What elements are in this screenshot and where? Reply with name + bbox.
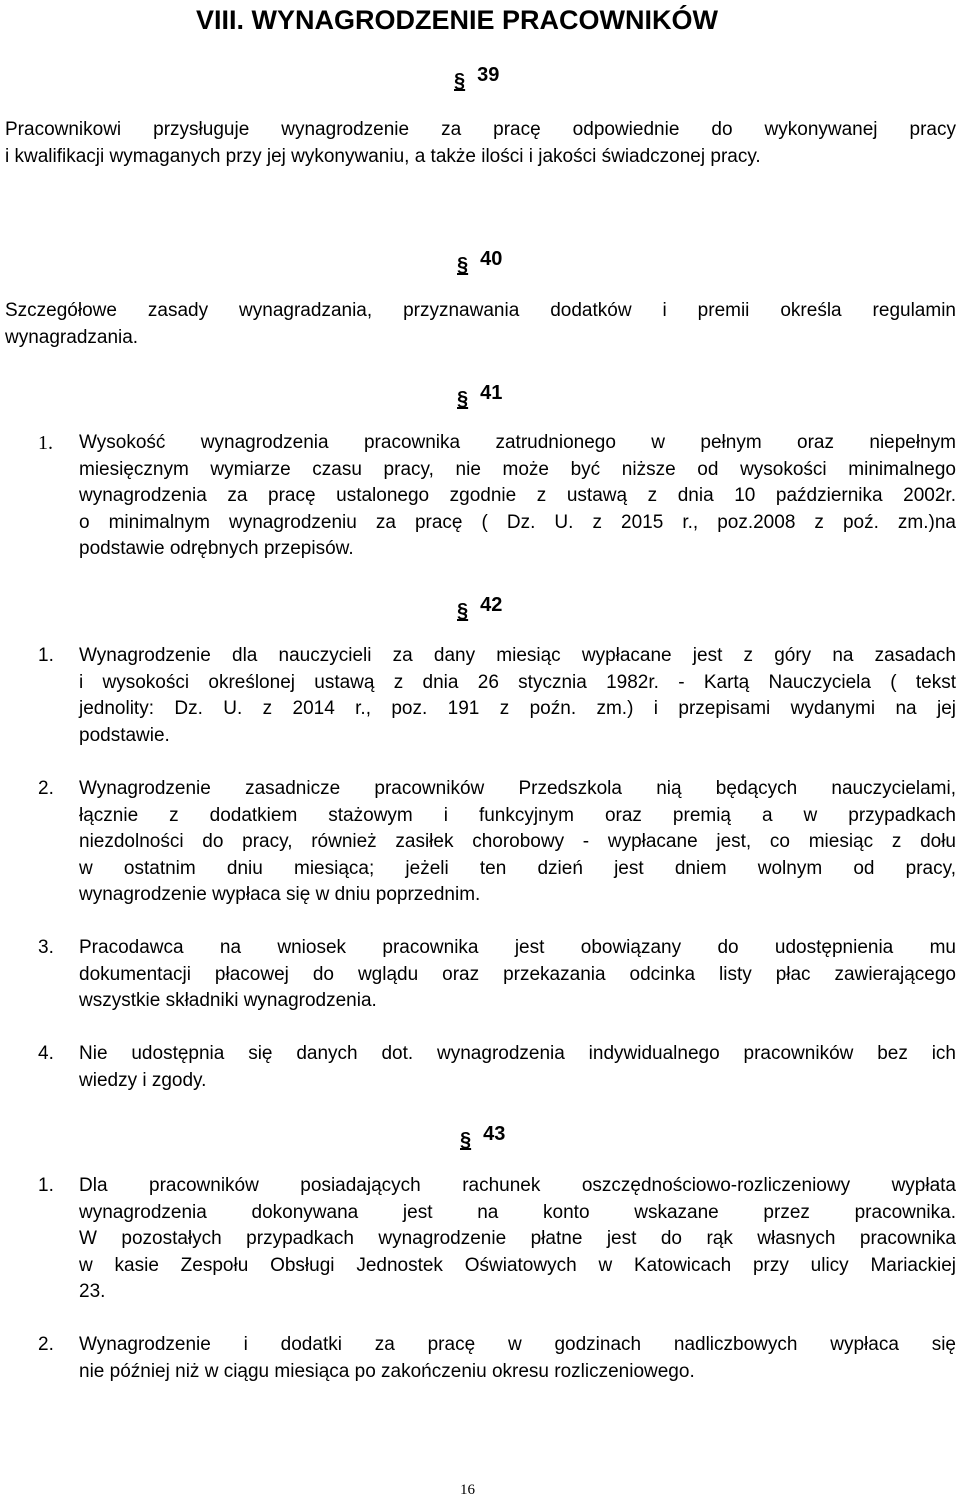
item-line: Pracodawca na wniosek pracownika jest obowiązany do udostępnienia mu: [79, 937, 956, 958]
item-line: o minimalnym wynagrodzeniu za pracę ( Dz. U. z 2015 r., poz.2008 z poź. zm.)na: [79, 511, 956, 533]
item-line: Wysokość wynagrodzenia pracownika zatrudnionego w pełnym oraz niepełnym: [79, 432, 956, 453]
item-number: 1.: [38, 1175, 54, 1196]
item-line: jednolity: Dz. U. z 2014 r., poz. 191 z poźn. zm.) i przepisami wydanymi na jej: [79, 698, 956, 719]
item-line: 23.: [79, 1281, 106, 1302]
item-line: Nie udostępnia się danych dot. wynagrodzenia indywidualnego pracowników bez ich: [79, 1043, 956, 1064]
item-line: niezdolności do pracy, również zasiłek chorobowy - wypłacane jest, co miesiąc z dołu: [79, 831, 956, 852]
section-symbol: §: [457, 388, 469, 410]
item-body: [79, 1041, 956, 1094]
item-line: Wynagrodzenie zasadnicze pracowników Przedszkola nią będących nauczycielami,: [79, 778, 956, 799]
item-line: wynagrodzenie wypłaca się w dniu poprzednim.: [79, 884, 481, 905]
item-line: nie później niż w ciągu miesiąca po zakończeniu okresu rozliczeniowego.: [79, 1360, 695, 1382]
section-heading-42: [457, 592, 503, 622]
section-symbol: §: [457, 254, 469, 276]
item-line: wynagrodzenia dokonywana jest na konto wskazane przez pracownika.: [79, 1201, 956, 1223]
item-line: wynagrodzenia za pracę ustalonego zgodnie z ustawą z dnia 10 października 2002r.: [79, 485, 956, 506]
section-40-paragraph: [5, 298, 956, 351]
paragraph-line: Szczegółowe zasady wynagradzania, przyznawania dodatków i premii określa regulamin: [5, 300, 956, 321]
section-symbol: §: [457, 600, 469, 622]
item-number: 4.: [38, 1043, 54, 1064]
paragraph-line: wynagradzania.: [5, 326, 139, 348]
page-number: 16: [460, 1482, 475, 1498]
item-body: [79, 1173, 956, 1306]
section-heading-43: [460, 1121, 506, 1151]
item-line: łącznie z dodatkiem stażowym i funkcyjnym oraz premią a w przypadkach: [79, 804, 956, 826]
item-line: podstawie.: [79, 724, 170, 746]
item-line: i wysokości określonej ustawą z dnia 26 stycznia 1982r. - Kartą Nauczyciela ( tekst: [79, 671, 956, 693]
section-heading-40: [457, 246, 503, 276]
section-39-paragraph: [5, 117, 956, 170]
item-number: 1.: [38, 432, 53, 454]
paragraph-line: i kwalifikacji wymaganych przy jej wykonywaniu, a także ilości i jakości świadczonej pracy.: [5, 145, 761, 167]
item-body: [79, 1332, 956, 1385]
item-line: Dla pracowników posiadających rachunek oszczędnościowo-rozliczeniowy wypłata: [79, 1175, 956, 1196]
item-line: dokumentacji płacowej do wglądu oraz przekazania odcinka listy płac zawierającego: [79, 963, 956, 985]
section-number: 41: [480, 382, 503, 404]
item-line: miesięcznym wymiarze czasu pracy, nie może być niższe od wysokości minimalnego: [79, 458, 956, 480]
section-heading-41: [457, 380, 503, 410]
item-line: Wynagrodzenie dla nauczycieli za dany miesiąc wypłacane jest z góry na zasadach: [79, 645, 956, 666]
section-number: 42: [480, 594, 503, 616]
item-number: 1.: [38, 645, 54, 666]
section-number: 39: [477, 64, 500, 86]
section-number: 43: [483, 1123, 506, 1145]
section-symbol: §: [454, 70, 466, 92]
item-body: [79, 643, 956, 749]
item-number: 3.: [38, 937, 54, 958]
item-line: W pozostałych przypadkach wynagrodzenie płatne jest do rąk własnych pracownika: [79, 1228, 956, 1249]
item-body: [79, 776, 956, 909]
section-symbol: §: [460, 1129, 472, 1151]
item-number: 2.: [38, 1334, 54, 1355]
item-body: [79, 935, 956, 1015]
item-body: [79, 430, 956, 563]
item-line: podstawie odrębnych przepisów.: [79, 538, 354, 559]
item-line: w ostatnim dniu miesiąca; jeżeli ten dzień jest dniem wolnym od pracy,: [79, 857, 956, 879]
item-line: wiedzy i zgody.: [79, 1069, 207, 1091]
item-number: 2.: [38, 778, 54, 799]
item-line: w kasie Zespołu Obsługi Jednostek Oświatowych w Katowicach przy ulicy Mariackiej: [79, 1254, 956, 1276]
paragraph-line: Pracownikowi przysługuje wynagrodzenie za pracę odpowiednie do wykonywanej pracy: [5, 119, 956, 140]
chapter-title: VIII. WYNAGRODZENIE PRACOWNIKÓW: [196, 5, 718, 35]
section-heading-39: [454, 62, 500, 92]
section-number: 40: [480, 248, 503, 270]
item-line: Wynagrodzenie i dodatki za pracę w godzinach nadliczbowych wypłaca się: [79, 1334, 956, 1355]
item-line: wszystkie składniki wynagrodzenia.: [79, 990, 377, 1011]
